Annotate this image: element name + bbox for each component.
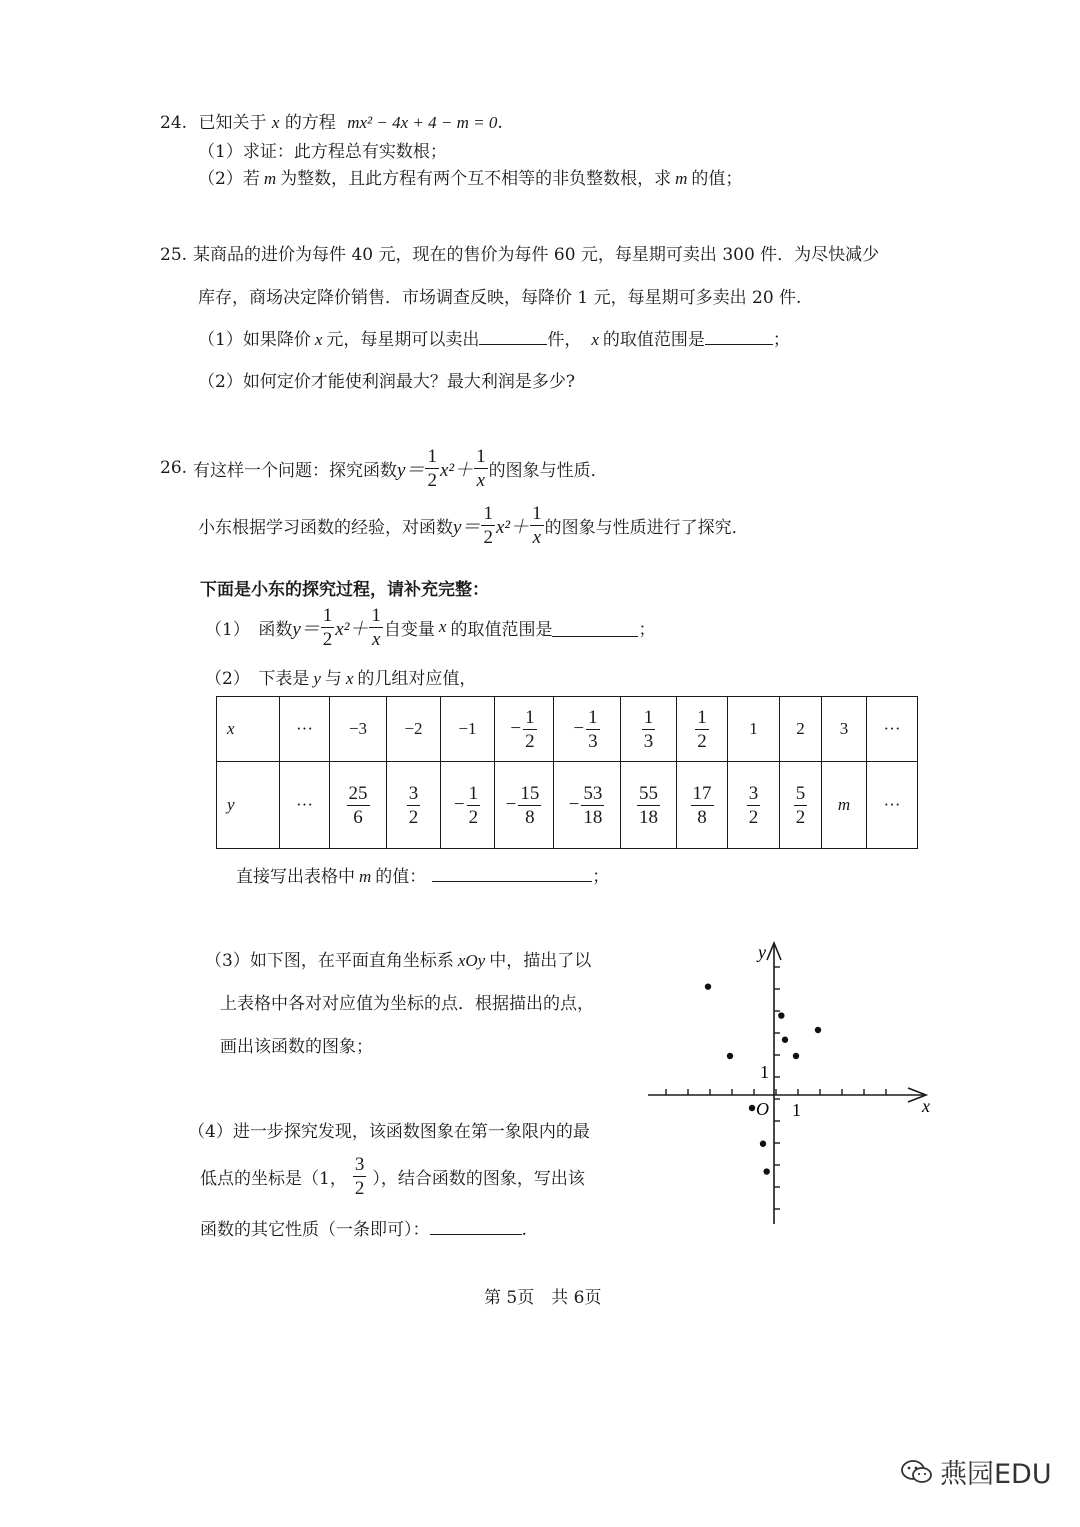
table-header-x: x <box>217 697 280 762</box>
y-value-cell <box>728 762 780 849</box>
q26-part1: （1） 函数 y＝ $\frac{1}{2}$ x²＋ $\frac{1}{x}$ 自变量 x 的取值范围是 ； <box>205 604 656 650</box>
q26-bold-instruction: 下面是小东的探究过程，请补充完整： <box>200 580 489 600</box>
x-axis-label: x <box>922 1096 930 1116</box>
q25-stem-line1: 25. 某商品的进价为每件 40 元，现在的售价为每件 60 元，每星期可卖出 300 件．为尽快减少 <box>160 245 880 265</box>
plotted-point <box>749 1105 755 1111</box>
q24-part1: （1）求证：此方程总有实数根； <box>198 142 447 162</box>
plotted-point <box>782 1037 788 1043</box>
plotted-point <box>815 1027 821 1033</box>
value-table <box>216 696 918 849</box>
table-header-y: y <box>217 762 280 849</box>
q26-part4-line1: （4）进一步探究发现，该函数图象在第一象限内的最 <box>188 1122 590 1142</box>
watermark: 燕园EDU <box>900 1452 1052 1491</box>
plotted-point <box>705 983 711 989</box>
plotted-point <box>778 1012 784 1018</box>
origin-label: O <box>756 1099 769 1119</box>
q26-part3-line3: 画出该函数的图象； <box>220 1037 373 1057</box>
fraction: $\frac{5}{2}$ <box>795 782 806 828</box>
q26-stem: 26. 有这样一个问题：探究函数 y＝ $\frac{1}{2}$ x²＋ $\frac{1}{x}$ 的图象与性质． <box>160 445 608 491</box>
q24-part2: （2）若 m 为整数，且此方程有两个互不相等的非负整数根，求 m 的值； <box>198 169 743 189</box>
q25-answer-blank-count[interactable] <box>479 326 547 345</box>
y-value-cell <box>387 762 441 849</box>
y-value-cell <box>677 762 728 849</box>
q26-table-question: 直接写出表格中 m 的值： ； <box>236 862 609 887</box>
x-value-cell: − $\frac{1}{2}$ <box>495 697 554 762</box>
y-value-cell: − $\frac{1}{2}$ <box>441 762 495 849</box>
x-value-cell: 3 <box>822 697 867 762</box>
plotted-point <box>763 1168 769 1174</box>
x-value-cell: − $\frac{1}{3}$ <box>554 697 621 762</box>
q25-stem-line2: 库存，商场决定降价销售．市场调查反映，每降价 1 元，每星期可多卖出 20 件. <box>198 288 802 308</box>
fraction: $\frac{25}{6}$ <box>348 782 368 828</box>
fraction: $\frac{1}{3}$ <box>588 706 598 752</box>
x-value-cell: −3 <box>330 697 387 762</box>
fraction: $\frac{1}{2}$ <box>525 706 535 752</box>
fraction: $\frac{1}{2}$ <box>697 706 707 752</box>
fraction: $\frac{53}{18}$ <box>583 782 603 828</box>
q26-part4-line3: 函数的其它性质（一条即可）： . <box>200 1215 527 1240</box>
q25-part1: （1）如果降价 x 元，每星期可以卖出 件， x 的取值范围是 ； <box>198 325 790 350</box>
y-value-cell: m <box>822 762 867 849</box>
plotted-point <box>793 1053 799 1059</box>
q26-part2: （2） 下表是 y 与 x 的几组对应值， <box>205 669 477 689</box>
y-value-cell: ··· <box>280 762 330 849</box>
x-tick-label-1: 1 <box>792 1100 801 1120</box>
y-value-cell <box>621 762 677 849</box>
plotted-point <box>760 1141 766 1147</box>
fraction: $\frac{15}{8}$ <box>520 782 540 828</box>
table-row-x <box>217 697 918 762</box>
y-value-cell: − $\frac{15}{8}$ <box>495 762 554 849</box>
wechat-icon <box>900 1458 934 1486</box>
q25-part2: （2）如何定价才能使利润最大？最大利润是多少? <box>198 372 575 392</box>
property-answer-blank[interactable] <box>430 1216 522 1235</box>
fraction: $\frac{1}{x}$ <box>532 502 542 548</box>
q24-equation: mx² − 4x + 4 − m = 0 <box>347 113 498 132</box>
x-value-cell: ··· <box>867 697 918 762</box>
q26-part3-line2: 上表格中各对对应值为坐标的点．根据描出的点， <box>220 994 594 1014</box>
q26-line2: 小东根据学习函数的经验，对函数 y＝ $\frac{1}{2}$ x²＋ $\frac{1}{x}$ 的图象与性质进行了探究． <box>198 502 749 548</box>
q26-part3-line1: （3）如下图，在平面直角坐标系 xOy 中，描出了以 <box>205 951 592 971</box>
q26-domain-answer-blank[interactable] <box>552 618 638 637</box>
page-footer: 第 5页 共 6页 <box>484 1288 602 1308</box>
y-tick-label-1: 1 <box>760 1062 769 1082</box>
fraction: $\frac{1}{x}$ <box>371 604 381 650</box>
fraction: $\frac{3}{2}$ <box>354 1153 365 1199</box>
fraction: $\frac{1}{3}$ <box>643 706 654 752</box>
x-value-cell: 1 <box>728 697 780 762</box>
x-value-cell: ··· <box>280 697 330 762</box>
fraction: $\frac{1}{2}$ <box>427 445 437 491</box>
plotted-point <box>727 1053 733 1059</box>
x-value-cell <box>621 697 677 762</box>
fraction: $\frac{17}{8}$ <box>692 782 712 828</box>
fraction: $\frac{1}{2}$ <box>468 782 479 828</box>
fraction: $\frac{1}{x}$ <box>476 445 486 491</box>
table-row-y <box>217 762 918 849</box>
x-value-cell: −1 <box>441 697 495 762</box>
coordinate-graph <box>640 930 940 1230</box>
x-value-cell <box>677 697 728 762</box>
y-axis-label: y <box>758 942 766 962</box>
y-value-cell: − $\frac{53}{18}$ <box>554 762 621 849</box>
x-value-cell: −2 <box>387 697 441 762</box>
q25-answer-blank-range[interactable] <box>705 326 773 345</box>
fraction: $\frac{3}{2}$ <box>748 782 759 828</box>
m-value-answer-blank[interactable] <box>432 863 592 882</box>
q24-stem: 24. 已知关于 x 的方程 mx² − 4x + 4 − m = 0. <box>160 113 503 133</box>
y-value-cell <box>330 762 387 849</box>
x-value-cell: 2 <box>780 697 822 762</box>
y-value-cell: ··· <box>867 762 918 849</box>
q26-part4-line2: 低点的坐标是（1， $\frac{3}{2}$ ），结合函数的图象，写出该 <box>200 1153 585 1199</box>
fraction: $\frac{1}{2}$ <box>322 604 333 650</box>
fraction: $\frac{1}{2}$ <box>483 502 493 548</box>
y-value-cell <box>780 762 822 849</box>
fraction: $\frac{3}{2}$ <box>408 782 419 828</box>
fraction: $\frac{55}{18}$ <box>639 782 658 828</box>
